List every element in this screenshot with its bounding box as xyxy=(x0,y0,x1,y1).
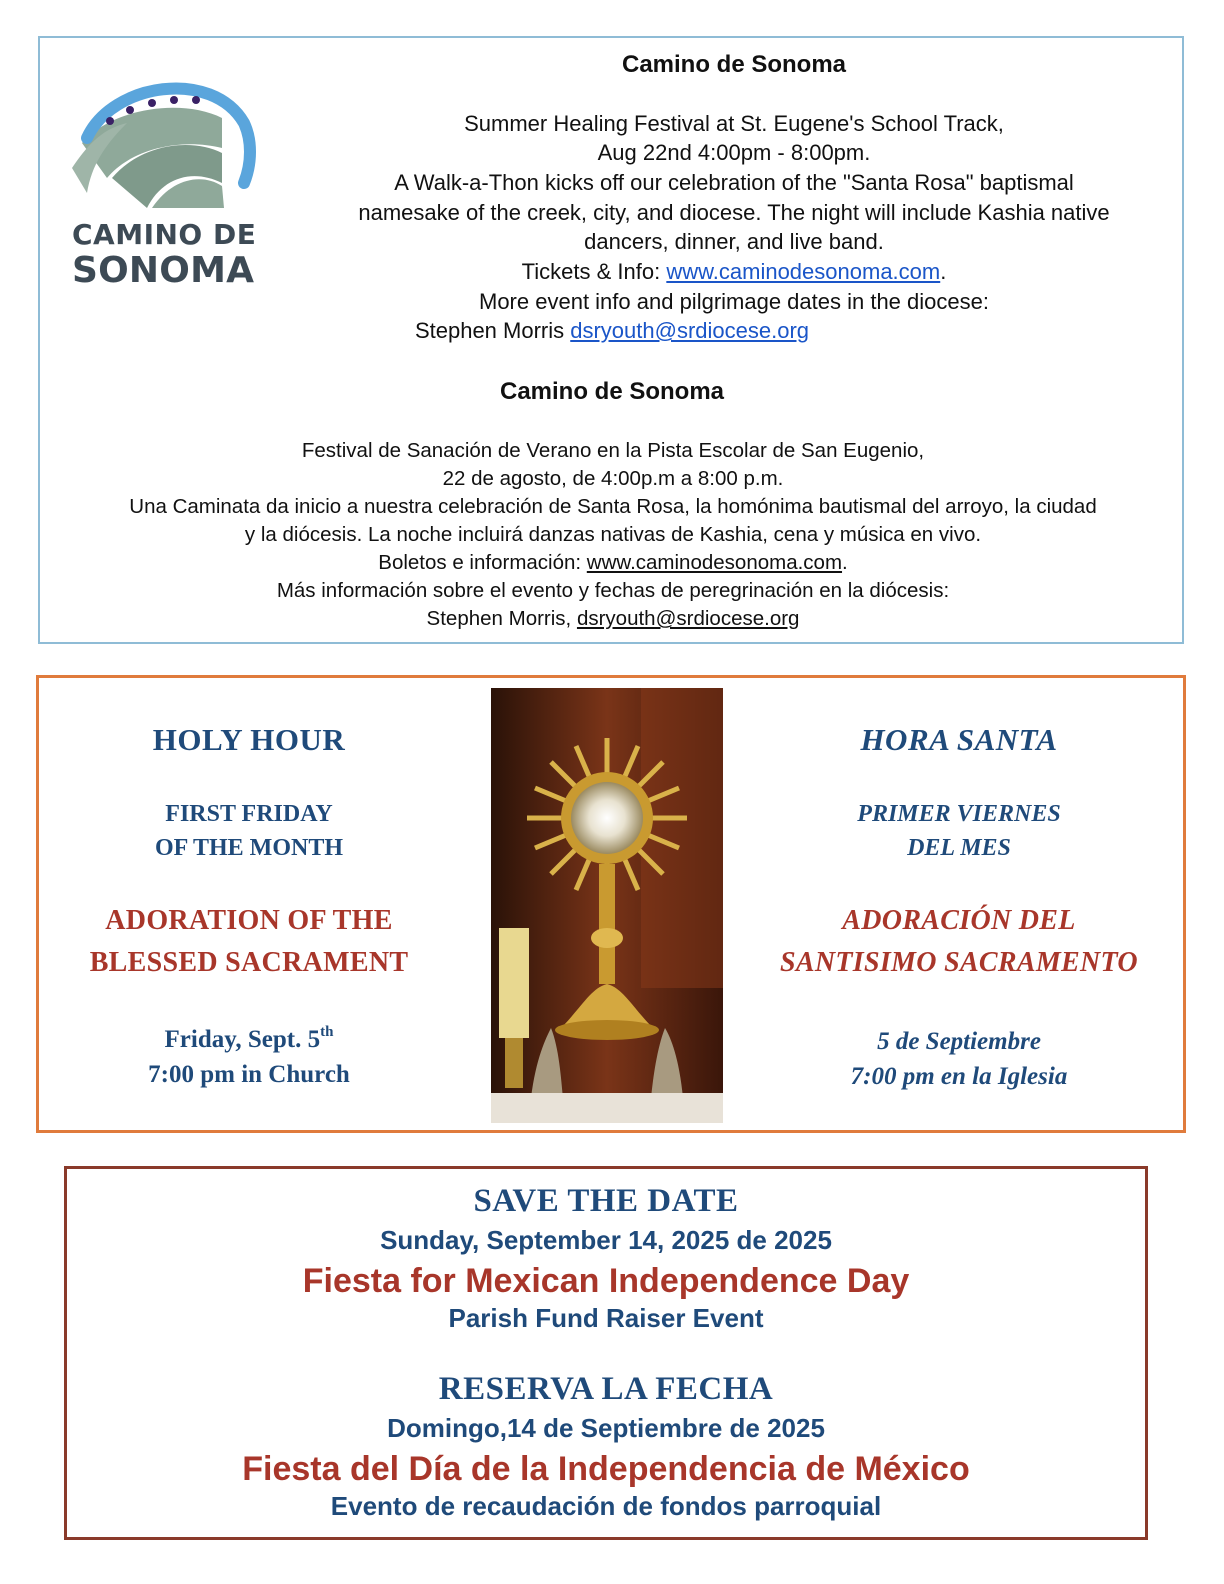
reserva-la-fecha-heading: RESERVA LA FECHA xyxy=(438,1371,774,1407)
contact-email-link[interactable]: dsryouth@srdiocese.org xyxy=(570,318,810,343)
camino-en-line2: Aug 22nd 4:00pm - 8:00pm. xyxy=(597,140,871,165)
adoracion-line1: ADORACIÓN DEL xyxy=(842,905,1076,936)
hora-santa-title: HORA SANTA xyxy=(860,722,1058,757)
camino-es-contact xyxy=(40,605,1186,633)
camino-es-more-info: Más información sobre el evento y fechas de peregrinación en la diócesis: xyxy=(276,579,950,602)
fundraiser-subtitle-es: Evento de recaudación de fondos parroquial xyxy=(330,1491,882,1521)
first-friday: FIRST FRIDAY xyxy=(165,801,333,827)
camino-es-line3: Una Caminata da inicio a nuestra celebración de Santa Rosa, la homónima bautismal del arroyo, la ciudad xyxy=(129,495,1097,518)
logo-text-line1: CAMINO DE xyxy=(72,218,257,251)
holy-hour-date xyxy=(39,1026,459,1054)
del-mes: DEL MES xyxy=(907,835,1011,861)
reserva-la-fecha-date: Domingo,14 de Septiembre de 2025 xyxy=(387,1413,825,1443)
save-the-date-date: Sunday, September 14, 2025 de 2025 xyxy=(380,1225,832,1255)
holy-hour-section xyxy=(36,675,1186,1133)
boletos-end: . xyxy=(842,551,848,574)
camino-de-sonoma-section xyxy=(38,36,1184,644)
camino-en-contact xyxy=(382,316,842,345)
camino-en-line1: Summer Healing Festival at St. Eugene's School Track, xyxy=(464,111,1004,136)
boletos-label: Boletos e información: xyxy=(378,551,587,574)
camino-en-line5: dancers, dinner, and live band. xyxy=(584,229,884,254)
camino-en-line4: namesake of the creek, city, and diocese. The night will include Kashia native xyxy=(358,200,1110,225)
logo-text-line2: SONOMA xyxy=(72,250,255,291)
fundraiser-subtitle-en: Parish Fund Raiser Event xyxy=(448,1303,764,1333)
primer-viernes: PRIMER VIERNES xyxy=(857,801,1061,827)
contact-email-link-es[interactable]: dsryouth@srdiocese.org xyxy=(576,607,800,630)
tickets-end: . xyxy=(940,259,947,284)
adoration-line2: BLESSED SACRAMENT xyxy=(89,947,409,978)
fiesta-event-es: Fiesta del Día de la Independencia de México xyxy=(242,1450,970,1488)
camino-es-line2: 22 de agosto, de 4:00p.m a 8:00 p.m. xyxy=(442,467,784,490)
hora-santa-time: 7:00 pm en la Iglesia xyxy=(850,1063,1068,1090)
contacto-name: Stephen Morris, xyxy=(426,607,577,630)
camino-website-link-es[interactable]: www.caminodesonoma.com xyxy=(586,551,843,574)
camino-website-link[interactable]: www.caminodesonoma.com xyxy=(666,259,941,284)
adoracion-line2: SANTISIMO SACRAMENTO xyxy=(780,947,1138,978)
save-the-date-section xyxy=(64,1166,1148,1540)
camino-es-line1: Festival de Sanación de Verano en la Pista Escolar de San Eugenio, xyxy=(301,439,925,462)
camino-de-sonoma-logo xyxy=(72,68,262,291)
date-text: Friday, Sept. 5 xyxy=(164,1026,321,1053)
contact-name: Stephen Morris xyxy=(414,318,571,343)
fiesta-event-en: Fiesta for Mexican Independence Day xyxy=(302,1262,910,1300)
adoration-line1: ADORATION OF THE xyxy=(105,905,393,936)
date-suffix: th xyxy=(320,1024,334,1040)
camino-title-en: Camino de Sonoma xyxy=(621,51,847,78)
holy-hour-time: 7:00 pm in Church xyxy=(148,1061,350,1088)
camino-es-tickets xyxy=(40,549,1186,577)
holy-hour-title: HOLY HOUR xyxy=(152,722,346,757)
save-the-date-heading: SAVE THE DATE xyxy=(473,1183,739,1219)
camino-en-line3: A Walk-a-Thon kicks off our celebration of the "Santa Rosa" baptismal xyxy=(394,170,1074,195)
camino-es-line4: y la diócesis. La noche incluirá danzas nativas de Kashia, cena y música en vivo. xyxy=(244,523,982,546)
tickets-label: Tickets & Info: xyxy=(521,259,667,284)
hora-santa-date: 5 de Septiembre xyxy=(877,1028,1041,1055)
monstrance-image xyxy=(491,688,723,1123)
of-the-month: OF THE MONTH xyxy=(154,835,343,861)
camino-en-tickets xyxy=(294,257,1174,286)
camino-logo-graphic xyxy=(72,68,262,218)
camino-en-more-info: More event info and pilgrimage dates in the diocese: xyxy=(479,289,989,314)
camino-title-es: Camino de Sonoma xyxy=(499,378,725,405)
